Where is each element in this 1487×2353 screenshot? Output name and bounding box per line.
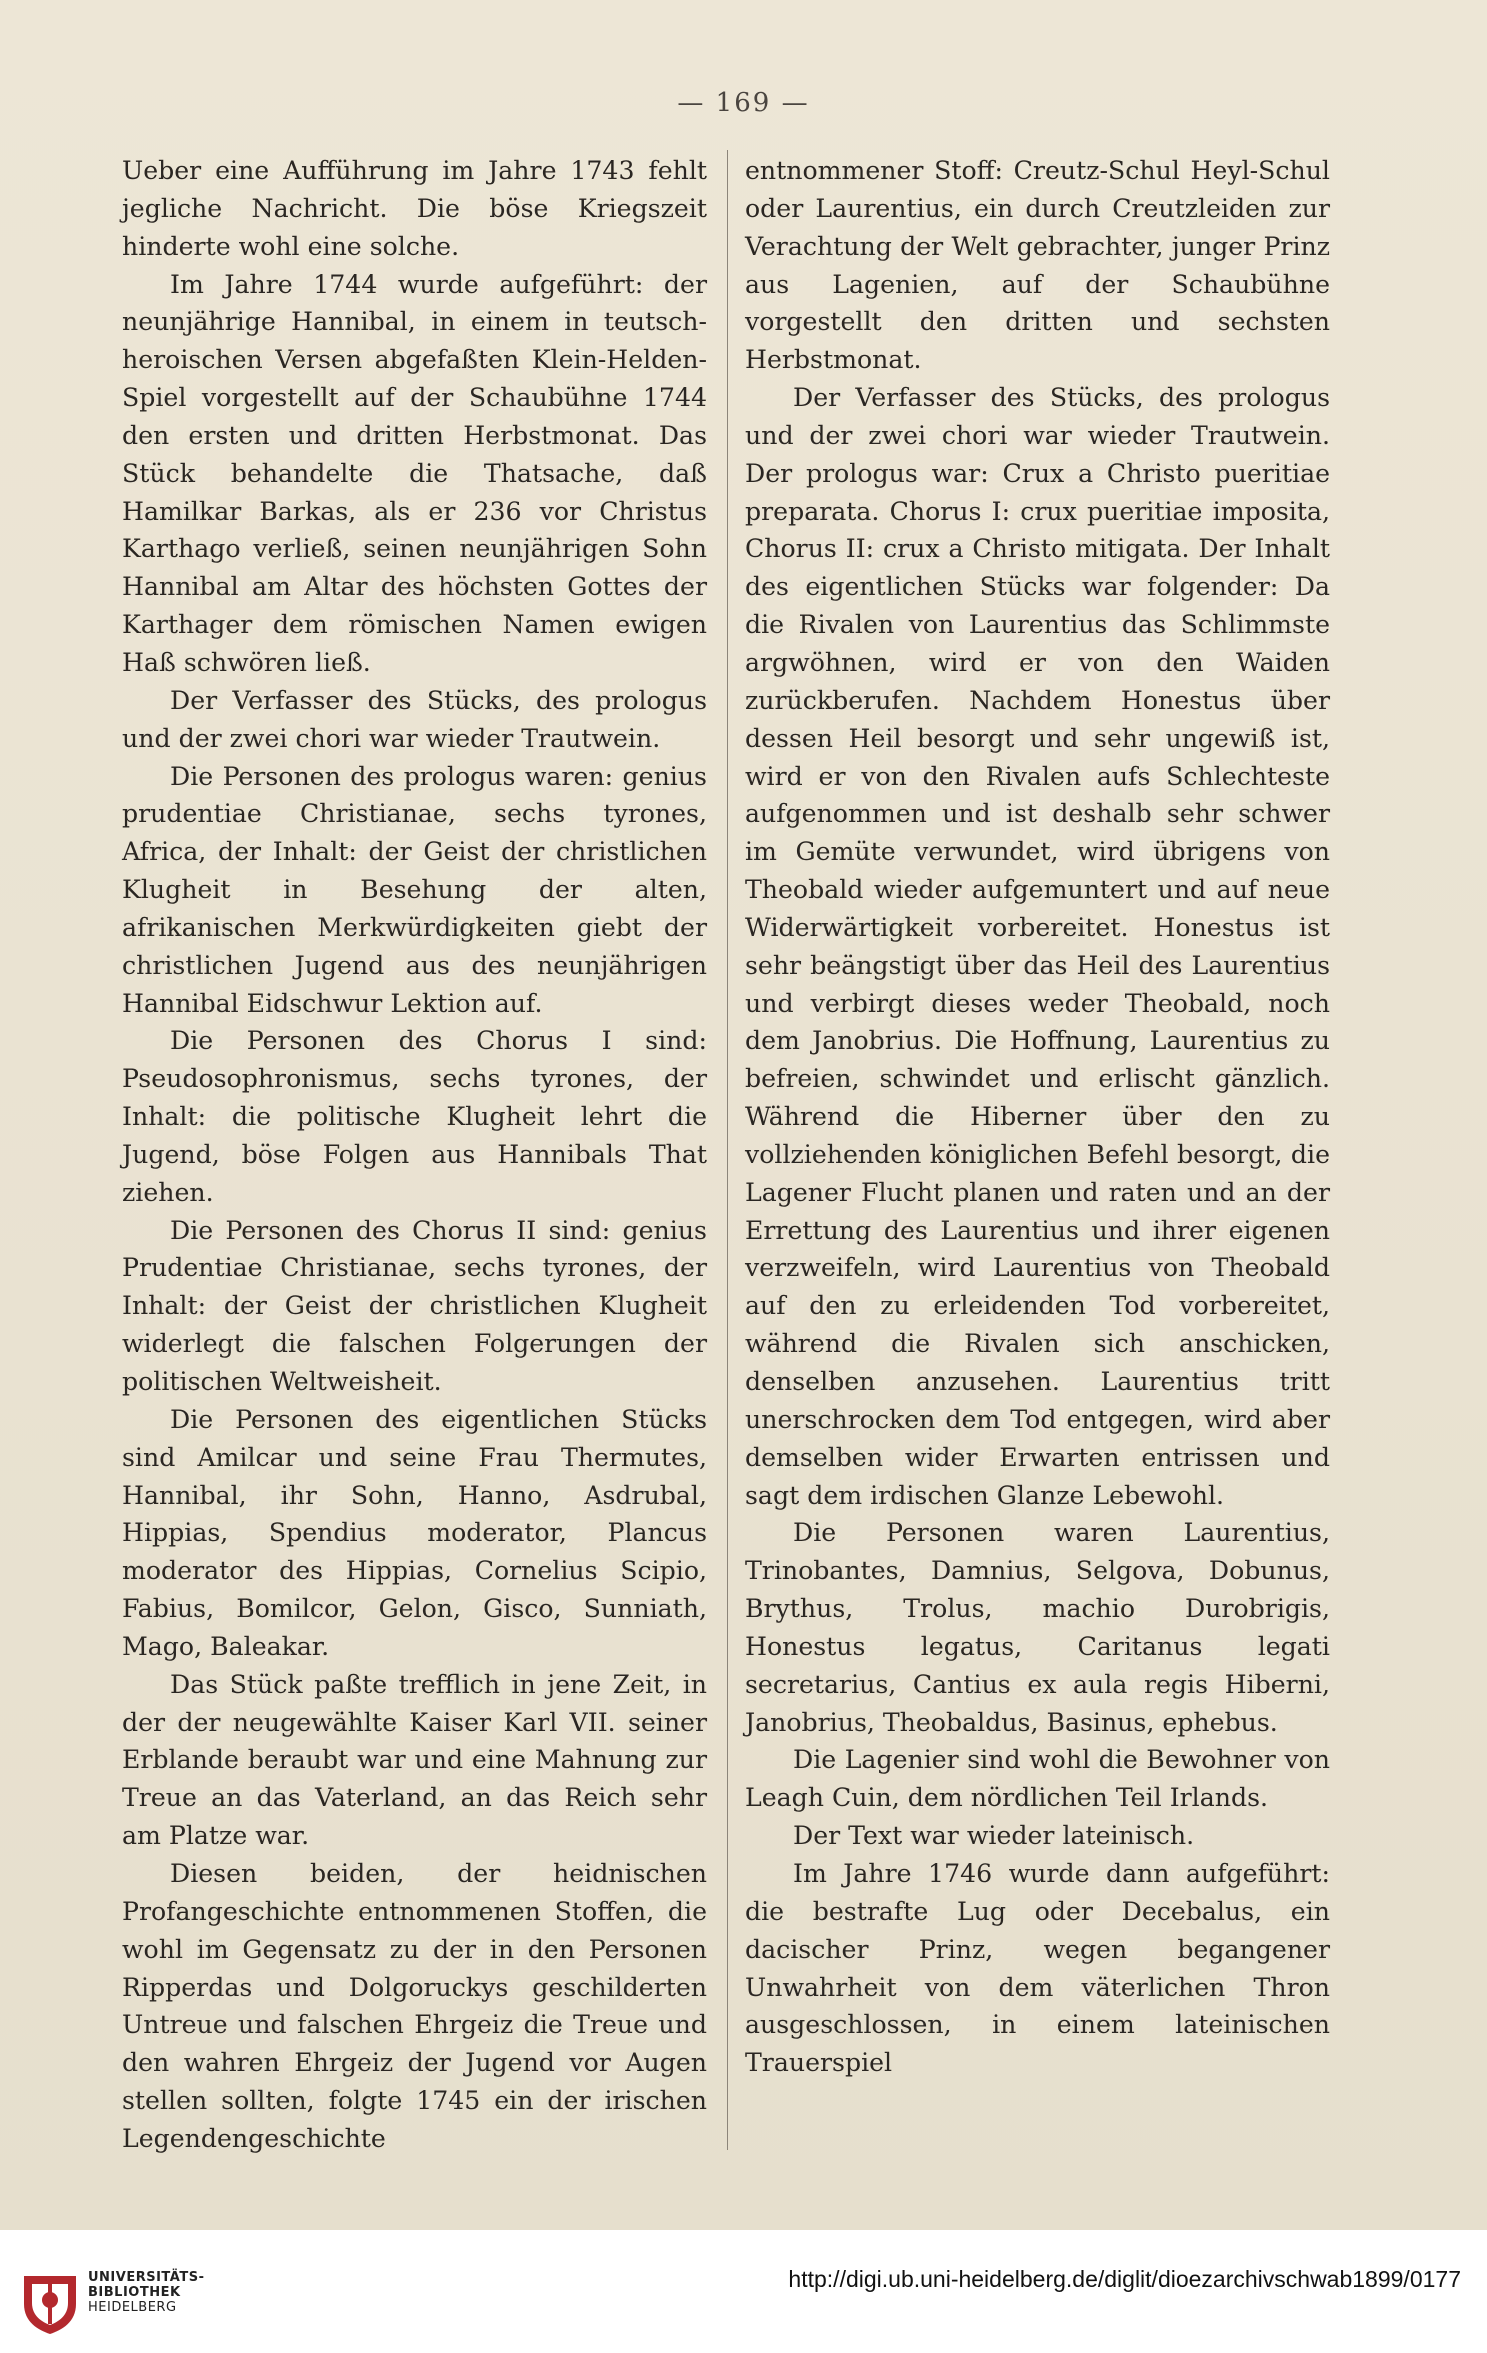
paragraph: Die Personen des prologus waren: genius prudentiae Christianae, sechs tyrones, Africa, der Inhalt: der Geist der christlichen Klugheit in Besehung der alten, afrikanischen Merkwürdigkeiten giebt der christlichen Jugend aus des neunjährigen Hannibal Eidschwur Lektion auf. xyxy=(122,761,707,1018)
paragraph: Das Stück paßte trefflich in jene Zeit, in der der neugewählte Kaiser Karl VII. seiner Erblande beraubt war und eine Mahnung zur Treue an das Vaterland, an das Reich sehr am Platze war. xyxy=(122,1669,707,1851)
paragraph: Ueber eine Aufführung im Jahre 1743 fehlt jegliche Nachricht. Die böse Kriegszeit hinderte wohl eine solche. xyxy=(122,156,707,261)
institution-line: UNIVERSITÄTS- xyxy=(88,2270,205,2285)
university-seal-icon xyxy=(20,2270,80,2336)
paragraph: entnommener Stoff: Creutz-Schul Heyl-Schul oder Laurentius, ein durch Creutzleiden zur Verachtung der Welt gebrachter, junger Prinz aus Lagenien, auf der Schaubühne vorgestellt den dritten und sechsten Herbstmonat. xyxy=(745,156,1330,375)
paragraph: Die Personen waren Laurentius, Trinobantes, Damnius, Selgova, Dobunus, Brythus, Trolus, machio Durobrigis, Honestus legatus, Caritanus legati secretarius, Cantius ex aula regis Hiberni, Janobrius, Theobaldus, Basinus, ephebus. xyxy=(745,1518,1330,1737)
paragraph: Die Lagenier sind wohl die Bewohner von Leagh Cuin, dem nördlichen Teil Irlands. xyxy=(745,1745,1330,1813)
paragraph: Der Verfasser des Stücks, des prologus und der zwei chori war wieder Trautwein. Der prologus war: Crux a Christo pueritiae preparata. Chorus I: crux pueritiae imposita, Chorus II: crux a Christo mitigata. Der Inhalt des eigentlichen Stücks war folgender: Da die Rivalen von Laurentius das Schlimmste argwöhnen, wird er von den Waiden zurückberufen. Nachdem Honestus über dessen Heil besorgt und sehr ungewiß ist, wird er von den Rivalen aufs Schlechteste aufgenommen und ist deshalb sehr schwer im Gemüte verwundet, wird übrigens von Theobald wieder aufgemuntert und auf neue Widerwärtigkeit vorbereitet. Honestus ist sehr beängstigt über das Heil des Laurentius und verbirgt dieses weder Theobald, noch dem Janobrius. Die Hoffnung, Laurentius zu befreien, schwindet und erlischt gänzlich. Während die Hiberner über den zu vollziehenden königlichen Befehl besorgt, die Lagener Flucht planen und raten und an der Errettung des Laurentius und ihrer eigenen verzweifeln, wird Laurentius von Theobald auf den zu erleidenden Tod vorbereitet, während die Rivalen sich anschicken, denselben anzusehen. Laurentius tritt unerschrocken dem Tod entgegen, wird aber demselben wider Erwarten entrissen und sagt dem irdischen Glanze Lebewohl. xyxy=(745,383,1330,1510)
permalink-url[interactable]: http://digi.ub.uni-heidelberg.de/diglit/dioezarchivschwab1899/0177 xyxy=(788,2266,1461,2292)
paragraph: Diesen beiden, der heidnischen Profangeschichte entnommenen Stoffen, die wohl im Gegensatz zu der in den Personen Ripperdas und Dolgoruckys geschilderten Untreue und falschen Ehrgeiz die Treue und den wahren Ehrgeiz der Jugend vor Augen stellen sollten, folgte 1745 ein der irischen Legendengeschichte xyxy=(122,1858,707,2153)
paragraph: Der Text war wieder lateinisch. xyxy=(793,1821,1195,1851)
paragraph: Die Personen des eigentlichen Stücks sind Amilcar und seine Frau Thermutes, Hannibal, ihr Sohn, Hanno, Asdrubal, Hippias, Spendius moderator, Plancus moderator des Hippias, Cornelius Scipio, Fabius, Bomilcor, Gelon, Gisco, Sunniath, Mago, Baleakar. xyxy=(122,1404,707,1661)
right-column xyxy=(745,152,1330,2082)
page-number: — 169 — xyxy=(677,88,810,118)
institution-line: HEIDELBERG xyxy=(88,2300,177,2315)
paragraph: Die Personen des Chorus II sind: genius Prudentiae Christianae, sechs tyrones, der Inhalt: der Geist der christlichen Klugheit widerlegt die falschen Folgerungen der politischen Weltweisheit. xyxy=(122,1215,707,1396)
footer-bar xyxy=(0,2230,1487,2353)
paragraph: Im Jahre 1746 wurde dann aufgeführt: die bestrafte Lug oder Decebalus, ein dacischer Prinz, wegen begangener Unwahrheit von dem väterlichen Thron ausgeschlossen, in einem lateinischen Trauerspiel xyxy=(745,1858,1330,2078)
paragraph: Der Verfasser des Stücks, des prologus und der zwei chori war wieder Trautwein. xyxy=(122,685,707,753)
paragraph: Im Jahre 1744 wurde aufgeführt: der neunjährige Hannibal, in einem in teutsch-heroischen Versen abgefaßten Klein-Helden-Spiel vorgestellt auf der Schaubühne 1744 den ersten und dritten Herbstmonat. Das Stück behandelte die Thatsache, daß Hamilkar Barkas, als er 236 vor Christus Karthago verließ, seinen neunjährigen Sohn Hannibal am Altar des höchsten Gottes der Karthager dem römischen Namen ewigen Haß schwören ließ. xyxy=(122,269,707,677)
institution-name xyxy=(88,2270,204,2315)
institution-line: BIBLIOTHEK xyxy=(88,2285,181,2300)
left-column xyxy=(122,152,707,2158)
column-divider xyxy=(727,150,728,2150)
paragraph: Die Personen des Chorus I sind: Pseudosophronismus, sechs tyrones, der Inhalt: die politische Klugheit lehrt die Jugend, böse Folgen aus Hannibals That ziehen. xyxy=(122,1026,707,1207)
